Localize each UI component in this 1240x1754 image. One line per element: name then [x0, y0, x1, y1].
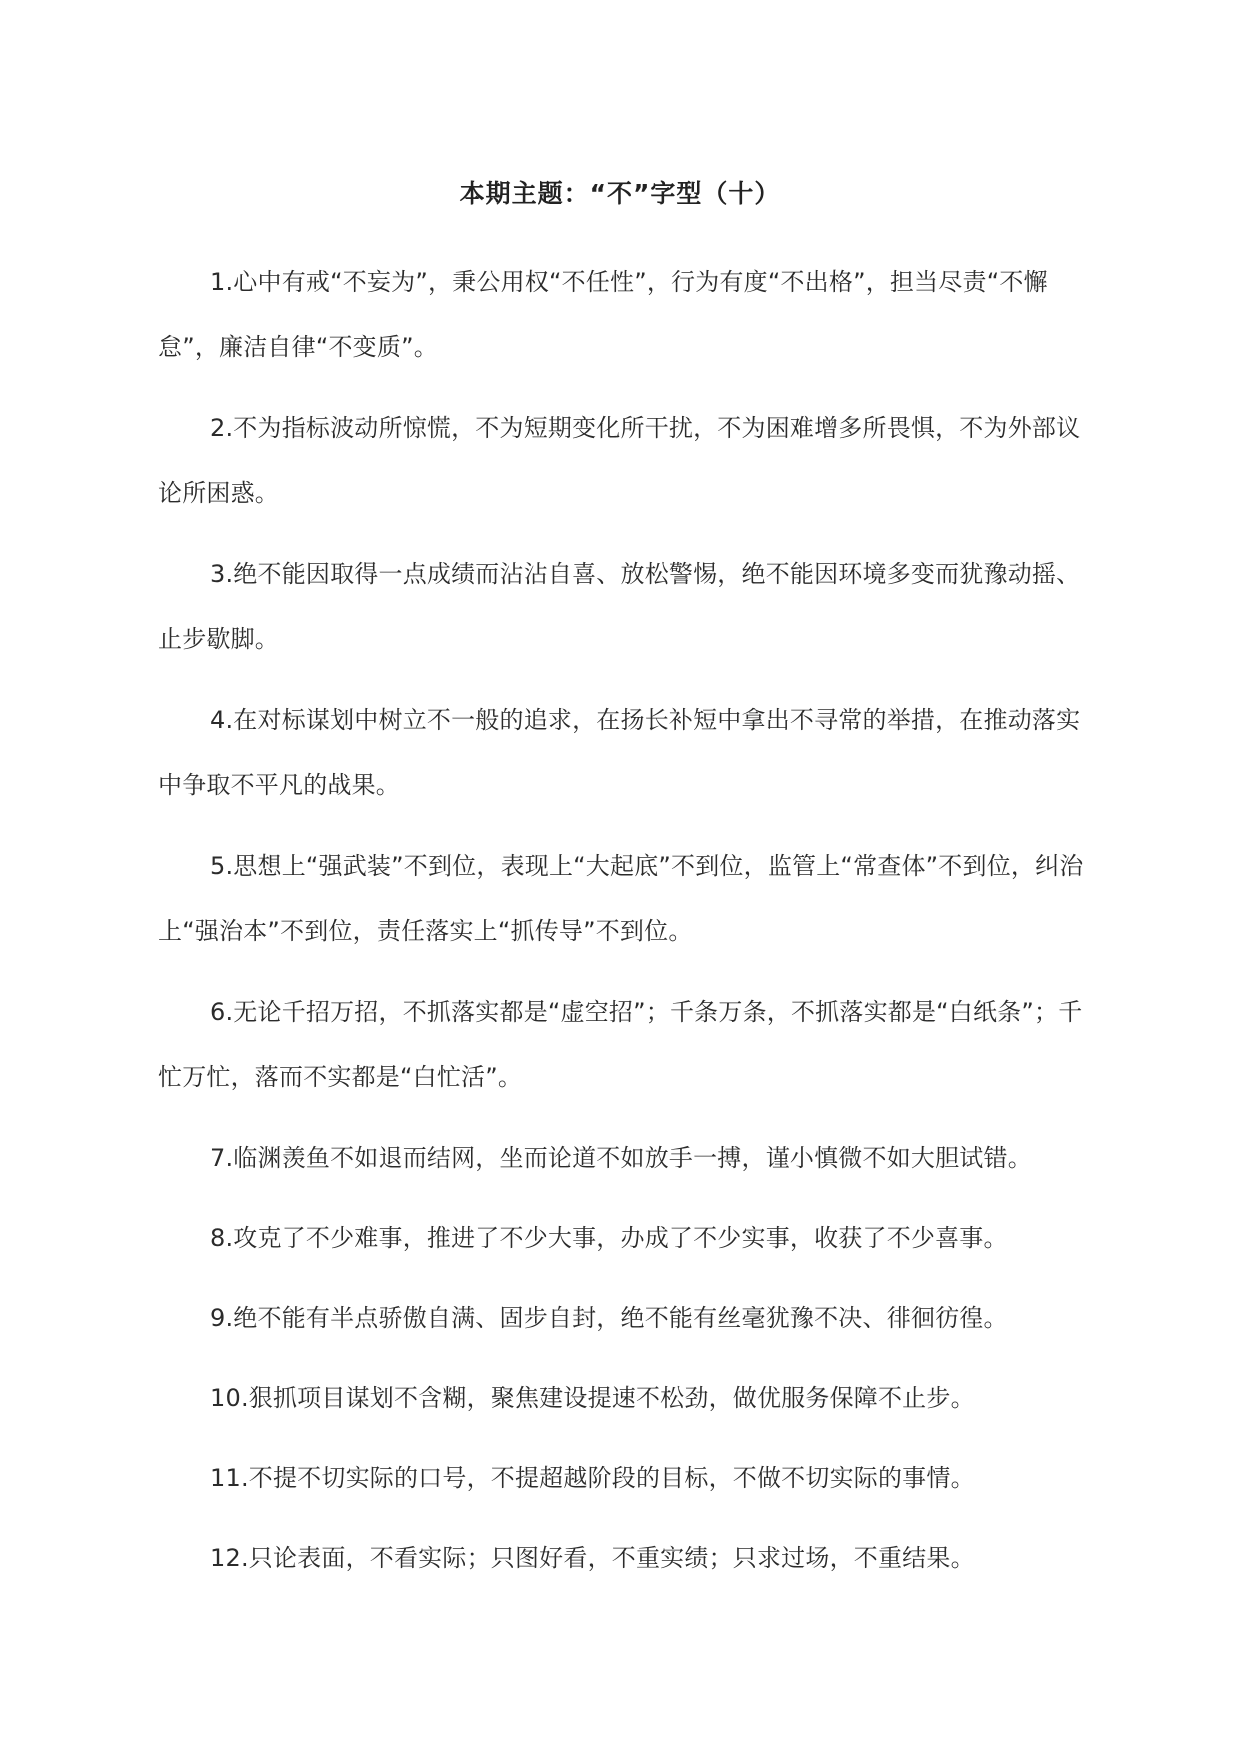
document-body	[158, 250, 1094, 1606]
list-item: 10.狠抓项目谋划不含糊，聚焦建设提速不松劲，做优服务保障不止步。	[210, 1384, 975, 1412]
list-item: 7.临渊羡鱼不如退而结网，坐而论道不如放手一搏，谨小慎微不如大胆试错。	[210, 1144, 1032, 1172]
list-item: 3.绝不能因取得一点成绩而沾沾自喜、放松警惕，绝不能因环境多变而犹豫动摇、止步歇脚。	[158, 560, 1081, 653]
list-item: 4.在对标谋划中树立不一般的追求，在扬长补短中拿出不寻常的举措，在推动落实中争取不平凡的战果。	[158, 706, 1081, 799]
document-title: 本期主题：“不”字型（十）	[459, 179, 781, 208]
list-item: 11.不提不切实际的口号，不提超越阶段的目标，不做不切实际的事情。	[210, 1464, 975, 1492]
list-item: 9.绝不能有半点骄傲自满、固步自封，绝不能有丝毫犹豫不决、徘徊彷徨。	[210, 1304, 1008, 1332]
list-item: 12.只论表面，不看实际；只图好看，不重实绩；只求过场，不重结果。	[210, 1544, 975, 1572]
list-item: 5.思想上“强武装”不到位，表现上“大起底”不到位，监管上“常查体”不到位，纠治上“强治本”不到位，责任落实上“抓传导”不到位。	[158, 852, 1084, 945]
list-item: 8.攻克了不少难事，推进了不少大事，办成了不少实事，收获了不少喜事。	[210, 1224, 1008, 1252]
list-item: 1.心中有戒“不妄为”，秉公用权“不任性”，行为有度“不出格”，担当尽责“不懈怠”，廉洁自律“不变质”。	[158, 268, 1048, 361]
list-item: 2.不为指标波动所惊慌，不为短期变化所干扰，不为困难增多所畏惧，不为外部议论所困惑。	[158, 414, 1081, 507]
list-item: 6.无论千招万招，不抓落实都是“虚空招”；千条万条，不抓落实都是“白纸条”；千忙万忙，落而不实都是“白忙活”。	[158, 998, 1083, 1091]
